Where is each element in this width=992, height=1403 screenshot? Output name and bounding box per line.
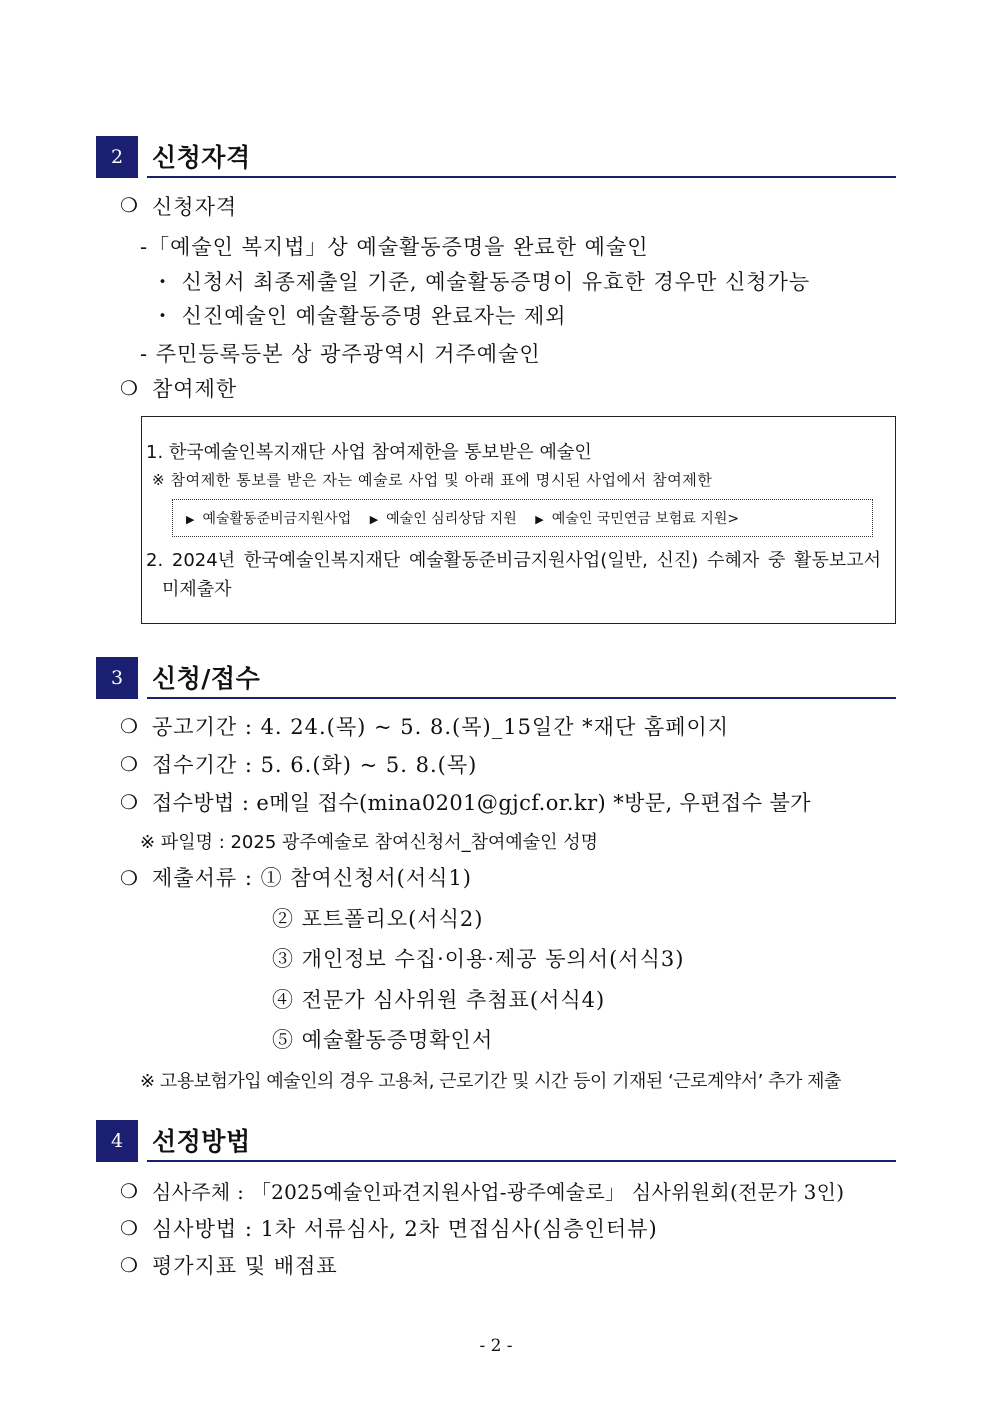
bullet-icon: ❍ [120,790,138,814]
section-number: 3 [96,657,138,699]
document-item: ⑤ 예술활동증명확인서 [272,1028,494,1052]
section-divider [147,1160,896,1162]
review-body: 심사주체 : 「2025예술인파견지원사업-광주예술로」 심사위원회(전문가 3인) [152,1180,845,1204]
triangle-icon: ▶ [186,513,195,526]
heading-restriction: 참여제한 [152,377,238,401]
bullet-icon: ❍ [120,1253,138,1277]
notice-period: 공고기간 : 4. 24.(목) ~ 5. 8.(목)_15일간 *재단 홈페이지 [152,715,730,739]
section-title: 신청/접수 [152,664,261,693]
document-item: ③ 개인정보 수집·이용·제공 동의서(서식3) [272,947,685,971]
restriction-item-cont: 미제출자 [162,579,232,600]
document-item: ② 포트폴리오(서식2) [272,907,484,931]
triangle-icon: ▶ [369,513,379,526]
restriction-note: ※ 참여제한 통보를 받은 자는 예술로 사업 및 아래 표에 명시된 사업에서 참여제한 [152,471,713,489]
section-divider [147,697,896,699]
program-tag: 예술활동준비금지원사업 [202,511,352,527]
bullet-icon: ❍ [120,752,138,776]
bullet-icon: ❍ [120,193,138,217]
filename-note: ※ 파일명 : 2025 광주예술로 참여신청서_참여예술인 성명 [140,832,599,853]
section-number: 2 [96,136,138,178]
program-tag: 예술인 심리상담 지원 [386,511,517,527]
program-tag: 예술인 국민연금 보험료 지원> [551,511,740,527]
bullet-icon: ❍ [120,866,138,890]
section-number: 4 [96,1120,138,1162]
section-title: 선정방법 [152,1127,251,1156]
section-divider [147,176,896,178]
restriction-item: 1. 한국예술인복지재단 사업 참여제한을 통보받은 예술인 [146,442,592,463]
application-method: 접수방법 : e메일 접수(mina0201@gjcf.or.kr) *방문, 우편접수 불가 [152,791,811,815]
section-title: 신청자격 [152,143,251,172]
triangle-icon: ▶ [535,513,544,526]
eligibility-subitem: ・ 신진예술인 예술활동증명 완료자는 제외 [152,304,567,328]
insurance-note: ※ 고용보험가입 예술인의 경우 고용처, 근로기간 및 시간 등이 기재된 ‘근로계약서’ 추가 제출 [140,1071,841,1092]
bullet-icon: ❍ [120,714,138,738]
application-period: 접수기간 : 5. 6.(화) ~ 5. 8.(목) [152,753,478,777]
restricted-programs [186,508,739,528]
review-method: 심사방법 : 1차 서류심사, 2차 면접심사(심층인터뷰) [152,1217,658,1241]
eligibility-item: - 주민등록등본 상 광주광역시 거주예술인 [140,342,541,366]
document-item: ④ 전문가 심사위원 추첨표(서식4) [272,988,606,1012]
page-number: - 2 - [479,1336,513,1356]
bullet-icon: ❍ [120,376,138,400]
eligibility-item: -「예술인 복지법」상 예술활동증명을 완료한 예술인 [140,235,649,259]
documents-line: 제출서류 : ① 참여신청서(서식1) [152,866,472,890]
bullet-icon: ❍ [120,1179,138,1203]
bullet-icon: ❍ [120,1216,138,1240]
evaluation-criteria: 평가지표 및 배점표 [152,1254,338,1278]
heading-eligibility: 신청자격 [152,195,238,219]
eligibility-subitem: ・ 신청서 최종제출일 기준, 예술활동증명이 유효한 경우만 신청가능 [152,270,811,294]
restriction-item: 2. 2024년 한국예술인복지재단 예술활동준비금지원사업(일반, 신진) 수혜자 중 활동보고서 [146,550,881,571]
